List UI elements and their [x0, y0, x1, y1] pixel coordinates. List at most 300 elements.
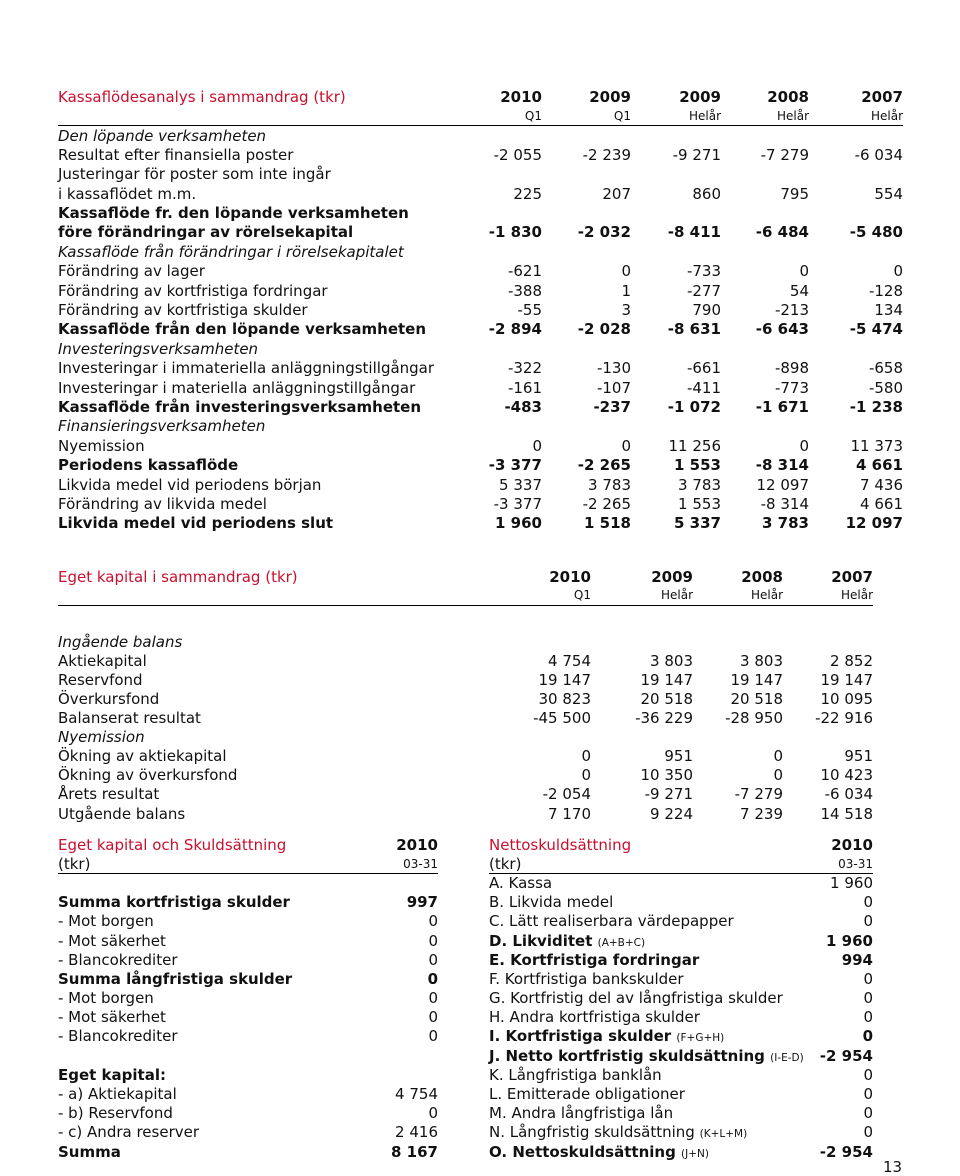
- cell-value: 10 095: [820, 690, 873, 709]
- cell-value: 8 167: [391, 1142, 438, 1161]
- row-label-text: - Blancokrediter: [58, 950, 178, 969]
- table-row: [58, 950, 438, 969]
- table-row: [58, 912, 438, 931]
- cell-value: -2 265: [577, 456, 631, 475]
- row-label: [489, 1104, 799, 1123]
- cell-value: 0: [863, 1008, 873, 1027]
- cell-value: -2 265: [582, 494, 631, 513]
- cell-value: 0: [863, 969, 873, 988]
- row-label-text: E. Kortfristiga fordringar: [489, 950, 700, 969]
- cell-value: 0: [581, 766, 591, 785]
- equity-debt-rows: [58, 893, 438, 1162]
- row-label: [58, 1046, 358, 1065]
- cell-value: 0: [532, 436, 542, 455]
- table-row: [58, 494, 903, 513]
- cell-value: 2 852: [830, 651, 873, 670]
- cell-value: [358, 1046, 438, 1065]
- cell-value: -8 314: [760, 494, 809, 513]
- row-label: Kassaflöde från den löpande verksamheten: [58, 320, 427, 339]
- cell-value: 54: [789, 281, 809, 300]
- empty-cell: [455, 203, 542, 222]
- row-label-text: N. Långfristig skuldsättning: [489, 1123, 695, 1142]
- row-label: Kassaflöde från förändringar i rörelsekapitalet: [58, 242, 404, 261]
- empty-cell: [721, 339, 809, 358]
- period-header: Helår: [693, 586, 783, 605]
- cell-value: 2 416: [395, 1123, 438, 1142]
- cell-value: 795: [780, 184, 809, 203]
- cell-value: 10 350: [640, 766, 693, 785]
- row-label-text: G. Kortfristig del av långfristiga skulder: [489, 989, 783, 1008]
- cell-value: -7 279: [734, 785, 783, 804]
- cell-value: 0: [862, 1027, 873, 1046]
- cell-value: 3 803: [740, 651, 783, 670]
- year-header: 2008: [767, 87, 809, 106]
- cell-value: 0: [863, 1065, 873, 1084]
- cell-value: -128: [868, 281, 903, 300]
- net-debt-date: 03-31: [799, 854, 873, 873]
- net-debt-unit: (tkr): [489, 854, 799, 873]
- cashflow-table: [58, 87, 903, 533]
- period-header: Helår: [809, 106, 903, 125]
- empty-cell: [809, 242, 903, 261]
- cell-value: -9 271: [672, 145, 721, 164]
- cell-value: 0: [427, 969, 438, 988]
- cell-value: 11 373: [850, 436, 903, 455]
- table-row: [58, 417, 903, 436]
- table-row: [58, 804, 873, 823]
- cell-value: -898: [774, 359, 809, 378]
- cell-value: -411: [686, 378, 721, 397]
- cell-value: 7 170: [548, 804, 591, 823]
- table-row: [58, 989, 438, 1008]
- cell-value: 3 803: [650, 651, 693, 670]
- cell-value: -130: [596, 359, 631, 378]
- row-formula-note: (A+B+C): [597, 936, 646, 949]
- table-row: [58, 1084, 438, 1103]
- year-header: 2010: [500, 87, 542, 106]
- cell-value: 0: [428, 1027, 438, 1046]
- table-row: [58, 1123, 438, 1142]
- row-label: Kassaflöde från investeringsverksamheten: [58, 397, 422, 416]
- cell-value: 12 097: [756, 475, 809, 494]
- cell-value: -22 916: [815, 709, 873, 728]
- cell-value: -45 500: [533, 709, 591, 728]
- empty-cell: [809, 165, 903, 184]
- cell-value: -28 950: [725, 709, 783, 728]
- equity-debt-table: [58, 835, 438, 1161]
- table-row: [58, 1046, 438, 1065]
- row-label-text: Summa: [58, 1142, 121, 1161]
- row-label-text: I. Kortfristiga skulder: [489, 1027, 672, 1046]
- row-label-text: Eget kapital:: [58, 1065, 166, 1084]
- cell-value: 7 239: [740, 804, 783, 823]
- row-formula-note: (I-E-D): [770, 1051, 804, 1064]
- cell-value: -3 377: [488, 456, 542, 475]
- row-label: [58, 912, 358, 931]
- table-row: [489, 1104, 873, 1123]
- cell-value: 3: [621, 300, 631, 319]
- cashflow-rows: [58, 126, 903, 533]
- empty-cell: [542, 203, 631, 222]
- net-debt-table: [489, 835, 873, 1161]
- table-row: [58, 1027, 438, 1046]
- row-label-text: - c) Andra reserver: [58, 1123, 200, 1142]
- cell-value: 7 436: [860, 475, 903, 494]
- cell-value: 1 553: [678, 494, 721, 513]
- row-label: [58, 950, 358, 969]
- table-row: [58, 747, 873, 766]
- cell-value: 0: [621, 436, 631, 455]
- empty-cell: [693, 728, 783, 747]
- cell-value: 3 783: [588, 475, 631, 494]
- row-label: Förändring av kortfristiga fordringar: [58, 281, 328, 300]
- table-row: [58, 766, 873, 785]
- equity-debt-year: 2010: [396, 835, 438, 854]
- net-debt-header: [489, 835, 873, 854]
- table-row: [58, 281, 903, 300]
- cell-value: 1 960: [495, 514, 542, 533]
- equity-debt-title: Eget kapital och Skuldsättning: [58, 835, 287, 854]
- cell-value: [358, 1065, 438, 1084]
- row-label: [58, 989, 358, 1008]
- table-row: [489, 893, 873, 912]
- table-row: [58, 651, 873, 670]
- empty-cell: [693, 632, 783, 651]
- empty-cell: [542, 126, 631, 145]
- cell-value: 951: [844, 747, 873, 766]
- cell-value: -2 239: [582, 145, 631, 164]
- table-row: [58, 262, 903, 281]
- row-label: Den löpande verksamheten: [58, 126, 267, 145]
- cell-value: 1: [621, 281, 631, 300]
- empty-cell: [455, 339, 542, 358]
- row-label-text: O. Nettoskuldsättning: [489, 1142, 676, 1161]
- cell-value: -8 314: [755, 456, 809, 475]
- cell-value: -277: [686, 281, 721, 300]
- row-label-text: - Blancokrediter: [58, 1027, 178, 1046]
- table-row: [58, 320, 903, 339]
- cell-value: 997: [406, 893, 438, 912]
- empty-cell: [721, 242, 809, 261]
- cell-value: -3 377: [493, 494, 542, 513]
- net-debt-title: Nettoskuldsättning: [489, 835, 632, 854]
- empty-cell: [631, 165, 721, 184]
- cell-value: -621: [507, 262, 542, 281]
- table-row: [58, 242, 903, 261]
- cell-value: 0: [581, 747, 591, 766]
- cell-value: 14 518: [820, 804, 873, 823]
- table-row: [489, 969, 873, 988]
- equity-header-years: [58, 567, 873, 586]
- empty-cell: [721, 126, 809, 145]
- row-label-text: B. Likvida medel: [489, 893, 614, 912]
- cell-value: 0: [428, 989, 438, 1008]
- period-header: Helår: [631, 106, 721, 125]
- row-label-text: L. Emitterade obligationer: [489, 1085, 685, 1104]
- cell-value: 0: [428, 912, 438, 931]
- row-label: Förändring av lager: [58, 262, 205, 281]
- empty-cell: [455, 242, 542, 261]
- row-label-text: F. Kortfristiga bankskulder: [489, 969, 684, 988]
- empty-cell: [542, 417, 631, 436]
- row-label: Förändring av likvida medel: [58, 494, 267, 513]
- row-label-text: D. Likviditet: [489, 931, 593, 950]
- cell-value: 0: [773, 766, 783, 785]
- row-label: Periodens kassaflöde: [58, 456, 239, 475]
- row-label: [489, 950, 799, 969]
- period-header: Q1: [468, 586, 591, 605]
- empty-cell: [783, 728, 873, 747]
- row-formula-note: (K+L+M): [699, 1128, 748, 1141]
- table-row: [58, 1104, 438, 1123]
- row-label: Finansieringsverksamheten: [58, 417, 266, 436]
- row-label: Reservfond: [58, 670, 143, 689]
- cell-value: 994: [841, 950, 873, 969]
- table-row: [58, 300, 903, 319]
- cell-value: 19 147: [730, 670, 783, 689]
- cell-value: 0: [621, 262, 631, 281]
- cell-value: 0: [428, 1008, 438, 1027]
- empty-cell: [809, 339, 903, 358]
- cell-value: -1 671: [755, 397, 809, 416]
- cell-value: 134: [874, 300, 903, 319]
- row-label: Ökning av aktiekapital: [58, 747, 227, 766]
- cell-value: 554: [874, 184, 903, 203]
- cell-value: 0: [799, 436, 809, 455]
- cell-value: 19 147: [640, 670, 693, 689]
- cell-value: -8 411: [667, 223, 721, 242]
- equity-title: Eget kapital i sammandrag (tkr): [58, 567, 298, 586]
- cell-value: 12 097: [845, 514, 903, 533]
- row-label-text: - Mot säkerhet: [58, 1008, 166, 1027]
- cell-value: 225: [513, 184, 542, 203]
- row-label: i kassaflödet m.m.: [58, 184, 197, 203]
- cell-value: 3 783: [762, 514, 809, 533]
- table-row: [489, 1046, 873, 1065]
- cell-value: 30 823: [538, 690, 591, 709]
- row-label: Nyemission: [58, 728, 145, 747]
- table-row: [58, 339, 903, 358]
- empty-cell: [631, 339, 721, 358]
- row-label: Investeringar i materiella anläggningstillgångar: [58, 378, 416, 397]
- table-row: [489, 931, 873, 950]
- cell-value: 19 147: [820, 670, 873, 689]
- cell-value: 790: [692, 300, 721, 319]
- table-row: [58, 126, 903, 145]
- cell-value: -6 034: [824, 785, 873, 804]
- row-label: [58, 931, 358, 950]
- row-label: Resultat efter finansiella poster: [58, 145, 294, 164]
- cell-value: 0: [863, 1104, 873, 1123]
- table-row: [58, 514, 903, 533]
- row-label: [489, 1008, 799, 1027]
- cell-value: -7 279: [760, 145, 809, 164]
- row-label: [489, 989, 799, 1008]
- cell-value: 0: [863, 912, 873, 931]
- cell-value: -483: [504, 397, 542, 416]
- cell-value: -1 830: [488, 223, 542, 242]
- empty-cell: [783, 632, 873, 651]
- table-row: [489, 873, 873, 892]
- empty-cell: [542, 242, 631, 261]
- cell-value: 0: [863, 1123, 873, 1142]
- empty-cell: [721, 165, 809, 184]
- net-debt-rows: [489, 873, 873, 1161]
- cell-value: -2 032: [577, 223, 631, 242]
- net-debt-subheader: [489, 854, 873, 873]
- row-label: [58, 1142, 358, 1161]
- table-row: [58, 632, 873, 651]
- table-row: [489, 1142, 873, 1161]
- table-row: [58, 969, 438, 988]
- table-row: [58, 184, 903, 203]
- row-label: [489, 1123, 799, 1142]
- row-label: [489, 1027, 799, 1046]
- cell-value: 0: [893, 262, 903, 281]
- row-label: [489, 912, 799, 931]
- cell-value: -8 631: [667, 320, 721, 339]
- cell-value: 4 754: [395, 1085, 438, 1104]
- year-header: 2008: [741, 567, 783, 586]
- empty-cell: [631, 242, 721, 261]
- cell-value: -2 954: [819, 1046, 873, 1065]
- cashflow-header-years: [58, 87, 903, 106]
- table-row: [58, 931, 438, 950]
- row-label: Förändring av kortfristiga skulder: [58, 300, 308, 319]
- row-label-text: Summa långfristiga skulder: [58, 969, 293, 988]
- empty-cell: [542, 339, 631, 358]
- cell-value: 1 553: [674, 456, 721, 475]
- cell-value: 4 754: [548, 651, 591, 670]
- period-header: Helår: [721, 106, 809, 125]
- row-label: Balanserat resultat: [58, 709, 201, 728]
- table-row: [58, 1142, 438, 1161]
- year-header: 2007: [831, 567, 873, 586]
- row-label: Justeringar för poster som inte ingår: [58, 165, 331, 184]
- table-row: [58, 455, 903, 474]
- cell-value: -237: [593, 397, 631, 416]
- cell-value: 10 423: [820, 766, 873, 785]
- cell-value: -36 229: [635, 709, 693, 728]
- row-formula-note: (J+N): [681, 1147, 709, 1160]
- cell-value: -5 480: [849, 223, 903, 242]
- table-row: [489, 1027, 873, 1046]
- cell-value: 0: [863, 1085, 873, 1104]
- row-label: [489, 1084, 799, 1103]
- cell-value: -2 054: [542, 785, 591, 804]
- row-label: [489, 873, 799, 892]
- table-row: [489, 1123, 873, 1142]
- empty-cell: [591, 728, 693, 747]
- cell-value: 5 337: [499, 475, 542, 494]
- table-row: [58, 223, 903, 242]
- row-label-text: - a) Aktiekapital: [58, 1085, 177, 1104]
- empty-cell: [809, 203, 903, 222]
- row-label: Ingående balans: [58, 632, 183, 651]
- table-row: [58, 1008, 438, 1027]
- cell-value: -388: [507, 281, 542, 300]
- cell-value: 0: [773, 747, 783, 766]
- table-row: [489, 1084, 873, 1103]
- period-header: Q1: [455, 106, 542, 125]
- table-row: [58, 378, 903, 397]
- cell-value: -580: [868, 378, 903, 397]
- cell-value: 0: [428, 950, 438, 969]
- row-label-text: M. Andra långfristiga lån: [489, 1104, 674, 1123]
- cell-value: 9 224: [650, 804, 693, 823]
- cell-value: -661: [686, 359, 721, 378]
- cell-value: -55: [517, 300, 542, 319]
- table-row: [58, 203, 903, 222]
- row-label-text: - Mot borgen: [58, 912, 154, 931]
- cell-value: 1 960: [830, 874, 873, 893]
- row-label-text: C. Lätt realiserbara värdepapper: [489, 912, 734, 931]
- equity-debt-date: 03-31: [358, 854, 438, 873]
- row-formula-note: (F+G+H): [676, 1032, 725, 1045]
- row-label: Aktiekapital: [58, 651, 147, 670]
- cell-value: -2 954: [819, 1142, 873, 1161]
- row-label: [489, 1142, 799, 1161]
- cell-value: 11 256: [668, 436, 721, 455]
- row-label: [489, 969, 799, 988]
- empty-cell: [631, 203, 721, 222]
- year-header: 2009: [651, 567, 693, 586]
- row-label-text: - Mot säkerhet: [58, 931, 166, 950]
- row-label: [58, 969, 358, 988]
- period-header: Helår: [783, 586, 873, 605]
- empty-cell: [809, 126, 903, 145]
- cell-value: 1 960: [826, 931, 873, 950]
- table-row: [489, 1008, 873, 1027]
- cell-value: -1 072: [667, 397, 721, 416]
- row-label: före förändringar av rörelsekapital: [58, 223, 354, 242]
- row-label-text: - Mot borgen: [58, 989, 154, 1008]
- row-label: Kassaflöde fr. den löpande verksamheten: [58, 204, 409, 223]
- table-row: [58, 709, 873, 728]
- cell-value: 20 518: [730, 690, 783, 709]
- cell-value: 19 147: [538, 670, 591, 689]
- cell-value: -658: [868, 359, 903, 378]
- cell-value: -2 894: [488, 320, 542, 339]
- cell-value: -6 034: [854, 145, 903, 164]
- cell-value: 951: [664, 747, 693, 766]
- cell-value: -773: [774, 378, 809, 397]
- cell-value: -2 028: [577, 320, 631, 339]
- cell-value: 0: [428, 1104, 438, 1123]
- year-header: 2007: [861, 87, 903, 106]
- cell-value: -2 055: [493, 145, 542, 164]
- table-row: [58, 1065, 438, 1084]
- year-header: 2010: [549, 567, 591, 586]
- table-row: [58, 358, 903, 377]
- empty-cell: [631, 126, 721, 145]
- row-label: [58, 1008, 358, 1027]
- empty-cell: [542, 165, 631, 184]
- table-row: [58, 397, 903, 416]
- empty-cell: [631, 417, 721, 436]
- row-label: Likvida medel vid periodens början: [58, 475, 322, 494]
- cell-value: -733: [686, 262, 721, 281]
- row-label: Årets resultat: [58, 785, 160, 804]
- empty-cell: [455, 126, 542, 145]
- equity-debt-subheader: [58, 854, 438, 873]
- cell-value: -1 238: [849, 397, 903, 416]
- row-label: Investeringar i immateriella anläggningstillgångar: [58, 359, 435, 378]
- page-number: 13: [883, 1158, 903, 1176]
- row-label: [58, 1104, 358, 1123]
- row-label: [58, 1027, 358, 1046]
- cell-value: 5 337: [674, 514, 721, 533]
